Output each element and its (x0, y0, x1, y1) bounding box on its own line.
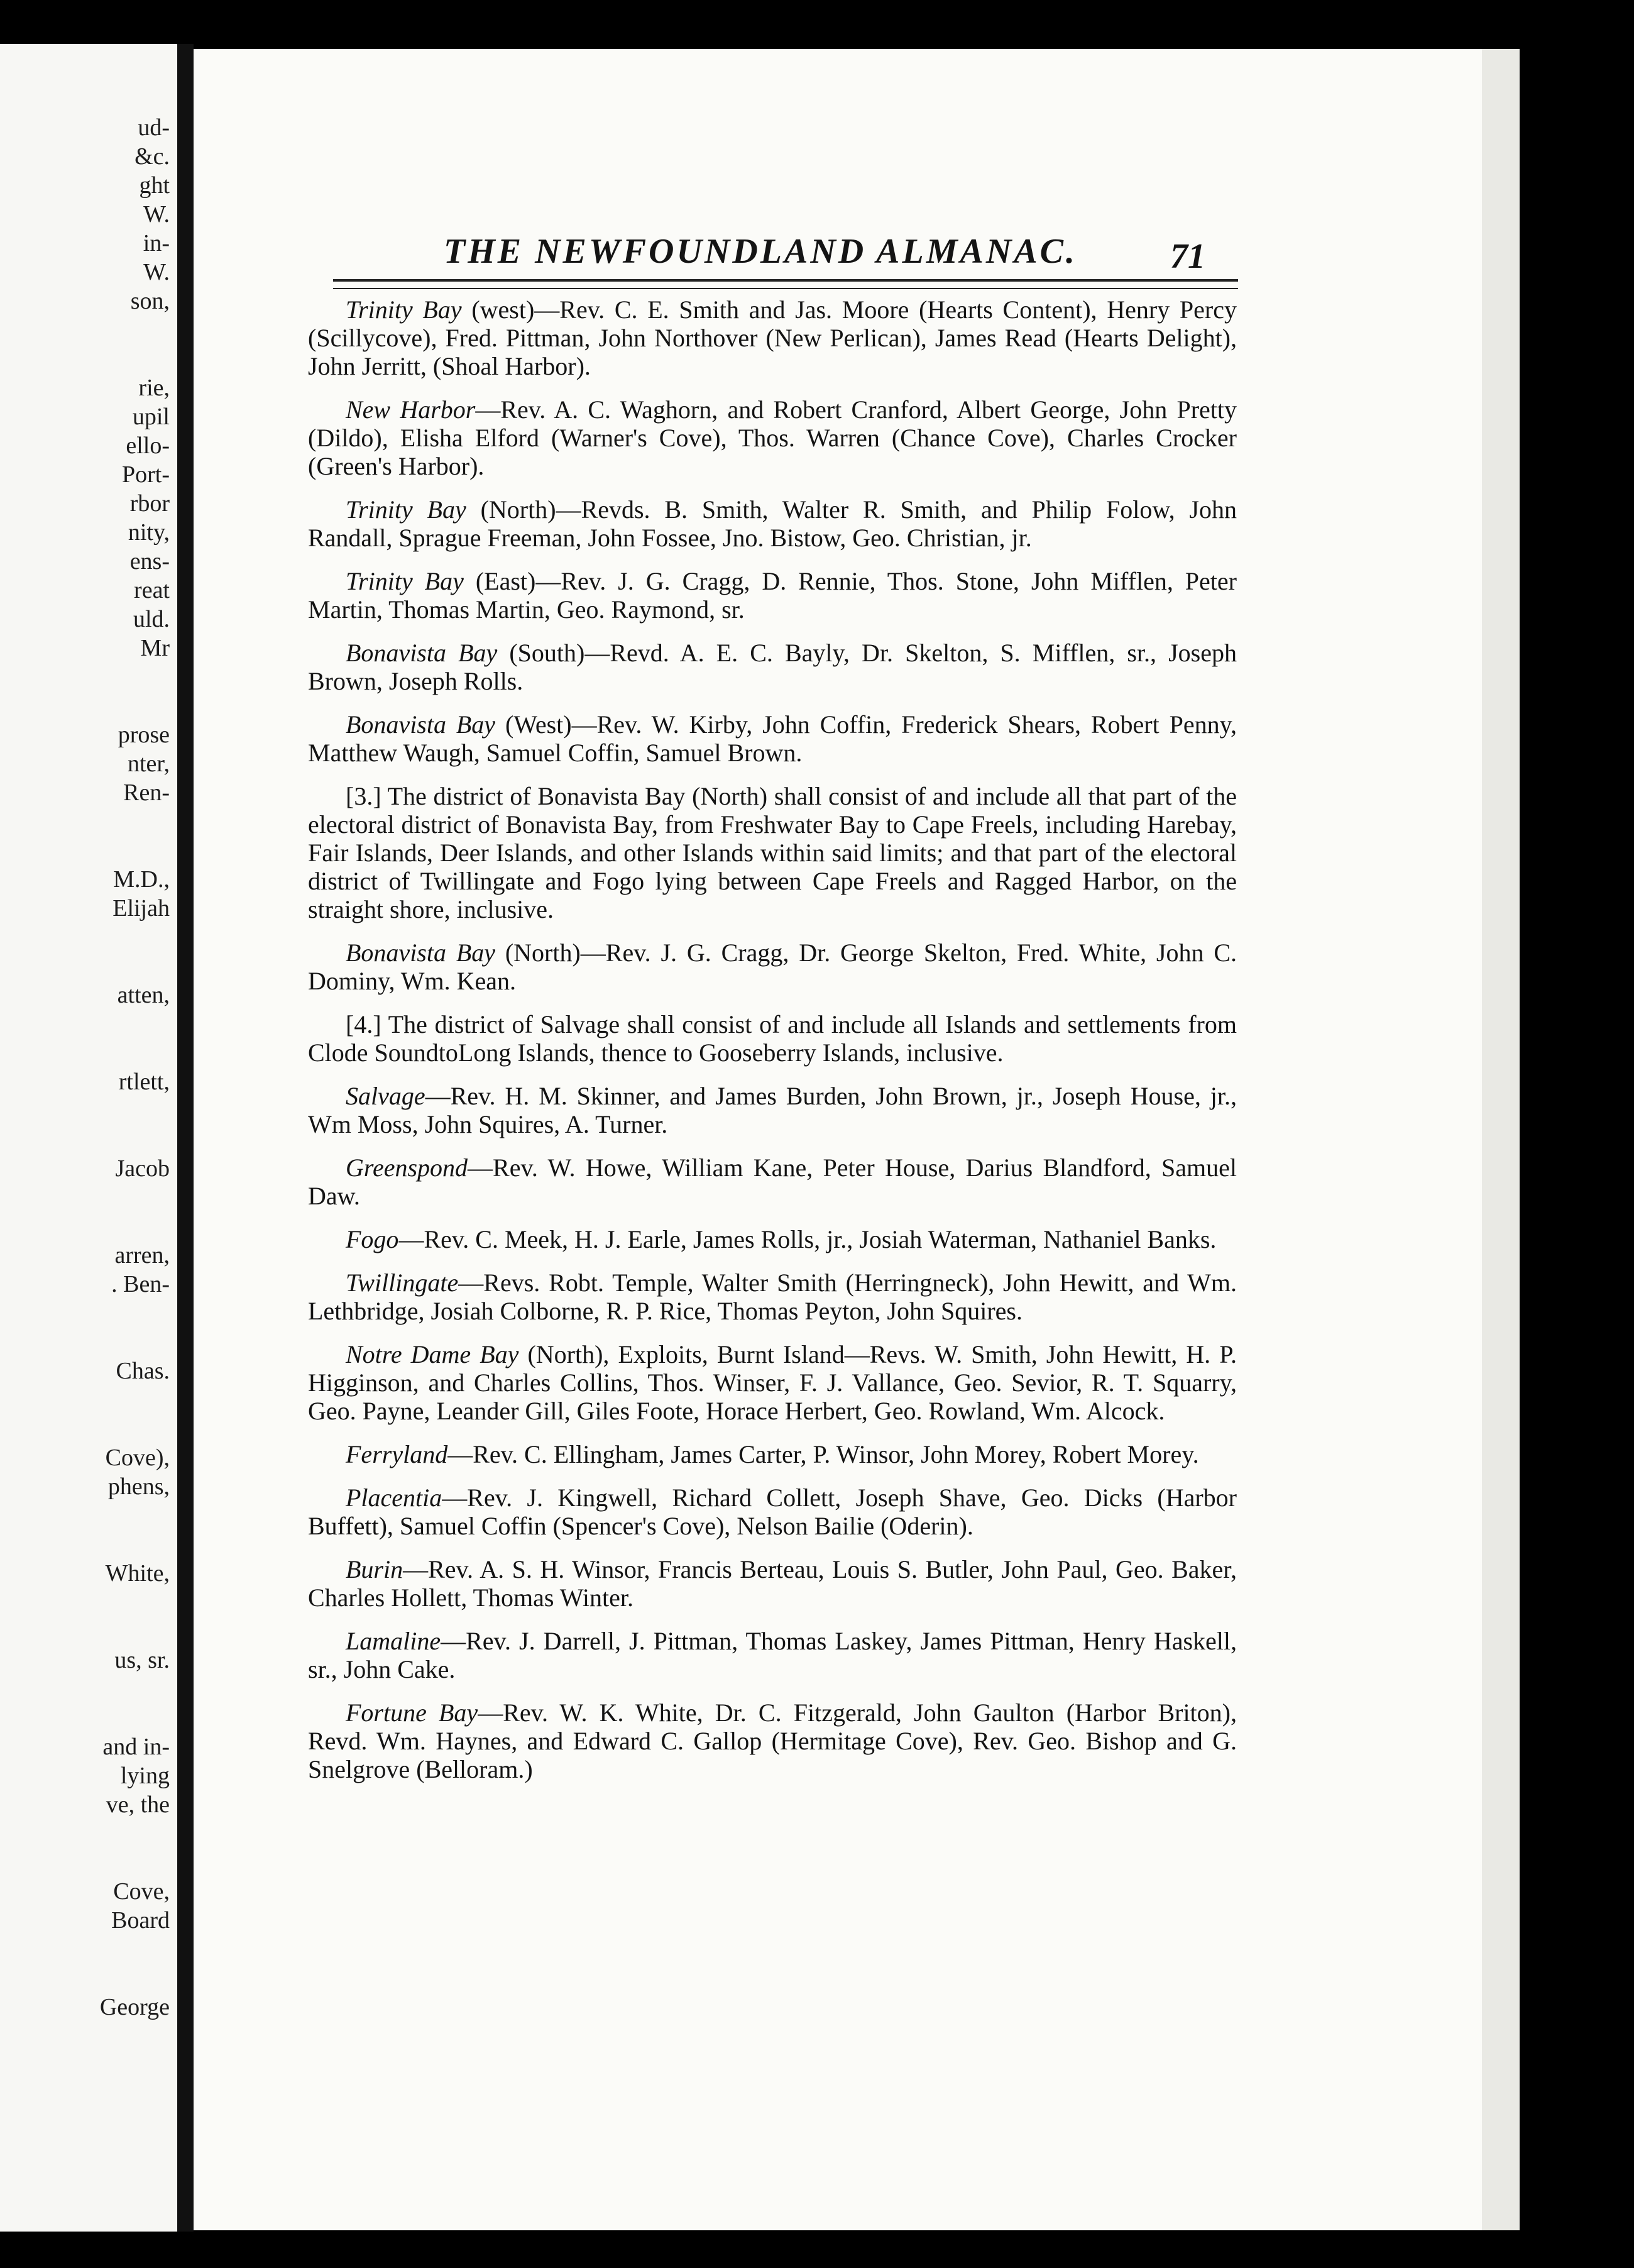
body-text (308, 295, 1237, 1798)
previous-page-fragment: rtlett, (118, 1069, 170, 1095)
paragraph (308, 639, 1237, 695)
paragraph (308, 710, 1237, 767)
district-name: Bonavista Bay (346, 939, 496, 967)
paragraph (308, 939, 1237, 995)
paragraph-text: (West)—Rev. W. Kirby, John Coffin, Frederick Shears, Robert Penny, Matthew Waugh, Samuel Coffin, Samuel Brown. (308, 710, 1237, 767)
previous-page-fragment: . Ben- (111, 1271, 170, 1297)
previous-page-fragment: nity, (128, 519, 170, 546)
paragraph-text: (East)—Rev. J. G. Cragg, D. Rennie, Thos. Stone, John Mifflen, Peter Martin, Thomas Martin, Geo. Raymond, sr. (308, 567, 1237, 624)
district-name: Lamaline (346, 1627, 441, 1655)
previous-page-fragment: W. (143, 259, 170, 285)
previous-page-fragment: Port- (122, 461, 170, 488)
previous-page-fragment: atten, (117, 982, 170, 1008)
paragraph-text: (west)—Rev. C. E. Smith and Jas. Moore (Hearts Content), Henry Percy (Scillycove), Fred. Pittman, John Northover (New Perlican), James Read (Hearts Delight), John Jerritt, (Shoal Harbor). (308, 295, 1237, 380)
previous-page-fragment: us, sr. (114, 1647, 170, 1673)
district-name: Greenspond (346, 1153, 468, 1182)
paragraph (308, 1627, 1237, 1683)
previous-page-fragment: nter, (127, 751, 170, 777)
page-number: 71 (1170, 237, 1205, 276)
previous-page-fragment: arren, (114, 1242, 170, 1269)
paragraph (308, 395, 1237, 480)
district-name: Ferryland (346, 1440, 448, 1468)
previous-page-fragment: upil (132, 404, 170, 430)
paragraph (308, 1269, 1237, 1325)
paragraph (308, 1440, 1237, 1468)
paragraph-text: (North)—Rev. J. G. Cragg, Dr. George Skelton, Fred. White, John C. Dominy, Wm. Kean. (308, 939, 1237, 995)
previous-page-fragment: Cove), (105, 1445, 170, 1471)
header-rule (333, 279, 1238, 282)
paragraph-text: —Rev. W. Howe, William Kane, Peter House, Darius Blandford, Samuel Daw. (308, 1153, 1237, 1210)
previous-page-fragment: ens- (129, 548, 170, 575)
previous-page-fragment: ello- (126, 432, 170, 459)
paragraph-text: —Rev. H. M. Skinner, and James Burden, John Brown, jr., Joseph House, jr., Wm Moss, John Squires, A. Turner. (308, 1082, 1237, 1138)
previous-page-fragment: George (99, 1994, 170, 2020)
previous-page-fragment: ve, the (106, 1792, 170, 1818)
paragraph-text: (North)—Revds. B. Smith, Walter R. Smith, and Philip Folow, John Randall, Sprague Freeman, John Fossee, Jno. Bistow, Geo. Christian, jr. (308, 495, 1237, 552)
previous-page-fragment: lying (120, 1763, 170, 1789)
district-name: New Harbor (346, 395, 476, 424)
paragraph (308, 1153, 1237, 1210)
previous-page-fragment: prose (118, 722, 170, 748)
previous-page-fragment: reat (134, 577, 170, 603)
previous-page-fragment: rbor (129, 490, 170, 517)
previous-page-edge (0, 44, 177, 2232)
previous-page-fragment: W. (143, 201, 170, 228)
paragraph (308, 1082, 1237, 1138)
paragraph-text: —Rev. J. Kingwell, Richard Collett, Joseph Shave, Geo. Dicks (Harbor Buffett), Samuel Coffin (Spencer's Cove), Nelson Bailie (Oderin). (308, 1484, 1237, 1540)
previous-page-fragment: phens, (107, 1473, 170, 1500)
previous-page-fragment: in- (143, 230, 170, 256)
district-name: Trinity Bay (346, 295, 462, 324)
district-name: Bonavista Bay (346, 710, 496, 739)
previous-page-fragment: ud- (138, 114, 170, 141)
district-name: Fortune Bay (346, 1698, 478, 1727)
previous-page-fragment: son, (130, 288, 170, 314)
paragraph (308, 495, 1237, 552)
previous-page-fragment: Jacob (115, 1155, 170, 1182)
previous-page-fragment: Chas. (116, 1358, 170, 1384)
paragraph (308, 1010, 1237, 1067)
paragraph-text: —Rev. J. Darrell, J. Pittman, Thomas Laskey, James Pittman, Henry Haskell, sr., John Cake. (308, 1627, 1237, 1683)
header-rule-thin (333, 288, 1238, 289)
paragraph-text: —Revs. Robt. Temple, Walter Smith (Herringneck), John Hewitt, and Wm. Lethbridge, Josiah Colborne, R. P. Rice, Thomas Peyton, John Squires. (308, 1269, 1237, 1325)
district-name: Placentia (346, 1484, 442, 1512)
district-name: Bonavista Bay (346, 639, 498, 667)
previous-page-fragment: and in- (102, 1734, 170, 1760)
previous-page-fragment: Elijah (112, 895, 170, 922)
district-name: Trinity Bay (346, 495, 466, 524)
paragraph-text: —Rev. A. S. H. Winsor, Francis Berteau, Louis S. Butler, John Paul, Geo. Baker, Charles Hollett, Thomas Winter. (308, 1555, 1237, 1612)
previous-page-fragment: Board (111, 1907, 170, 1934)
running-head: THE NEWFOUNDLAND ALMANAC. (443, 232, 1078, 271)
district-name: Notre Dame Bay (346, 1340, 519, 1368)
paragraph-text: —Rev. C. Ellingham, James Carter, P. Winsor, John Morey, Robert Morey. (447, 1440, 1199, 1468)
paragraph-text: —Rev. A. C. Waghorn, and Robert Cranford, Albert George, John Pretty (Dildo), Elisha Elford (Warner's Cove), Thos. Warren (Chance Cove), Charles Crocker (Green's Harbor). (308, 395, 1237, 480)
district-name: Trinity Bay (346, 567, 464, 595)
previous-page-fragment: Cove, (113, 1878, 170, 1905)
previous-page-fragment: uld. (133, 606, 170, 632)
paragraph (308, 567, 1237, 624)
previous-page-fragment: Ren- (123, 779, 170, 806)
paragraph-text: [4.] The district of Salvage shall consist of and include all Islands and settlements from Clode SoundtoLong Islands, thence to Gooseberry Islands, inclusive. (308, 1010, 1237, 1067)
paragraph (308, 1340, 1237, 1425)
district-name: Burin (346, 1555, 403, 1583)
paragraph-text: [3.] The district of Bonavista Bay (North) shall consist of and include all that part of the electoral district of Bonavista Bay, from Freshwater Bay to Cape Freels, including Harebay, Fair Islands, Deer Islands, and other Islands within said limits; and that part of the electoral district of Twillingate and Fogo lying between Cape Freels and Ragged Harbor, on the straight shore, inclusive. (308, 782, 1237, 923)
paragraph-text: —Rev. W. K. White, Dr. C. Fitzgerald, John Gaulton (Harbor Briton), Revd. Wm. Haynes, and Edward C. Gallop (Hermitage Cove), Rev. Geo. Bishop and G. Snelgrove (Belloram.) (308, 1698, 1237, 1783)
paragraph (308, 782, 1237, 923)
paragraph (308, 1698, 1237, 1783)
paragraph-text: —Rev. C. Meek, H. J. Earle, James Rolls, jr., Josiah Waterman, Nathaniel Banks. (398, 1225, 1217, 1253)
district-name: Twillingate (346, 1269, 459, 1297)
district-name: Salvage (346, 1082, 425, 1110)
paragraph-text: (South)—Revd. A. E. C. Bayly, Dr. Skelton, S. Mifflen, sr., Joseph Brown, Joseph Rolls. (308, 639, 1237, 695)
page-edge (1482, 49, 1520, 2230)
previous-page-fragment: Mr (140, 635, 170, 661)
previous-page-fragment: White, (105, 1560, 170, 1587)
previous-page-fragment: ght (139, 172, 170, 199)
district-name: Fogo (346, 1225, 399, 1253)
previous-page-fragment: M.D., (113, 866, 170, 893)
book-gutter (177, 44, 194, 2232)
paragraph (308, 1225, 1237, 1253)
paragraph (308, 1555, 1237, 1612)
paragraph-text: (North), Exploits, Burnt Island—Revs. W. Smith, John Hewitt, H. P. Higginson, and Charles Collins, Thos. Winser, F. J. Vallance, Geo. Sevior, R. T. Squarry, Geo. Payne, Leander Gill, Giles Foote, Horace Herbert, Geo. Rowland, Wm. Alcock. (308, 1340, 1237, 1425)
previous-page-fragment: rie, (138, 375, 170, 401)
previous-page-fragment: &c. (134, 143, 170, 170)
paragraph (308, 295, 1237, 380)
paragraph (308, 1484, 1237, 1540)
